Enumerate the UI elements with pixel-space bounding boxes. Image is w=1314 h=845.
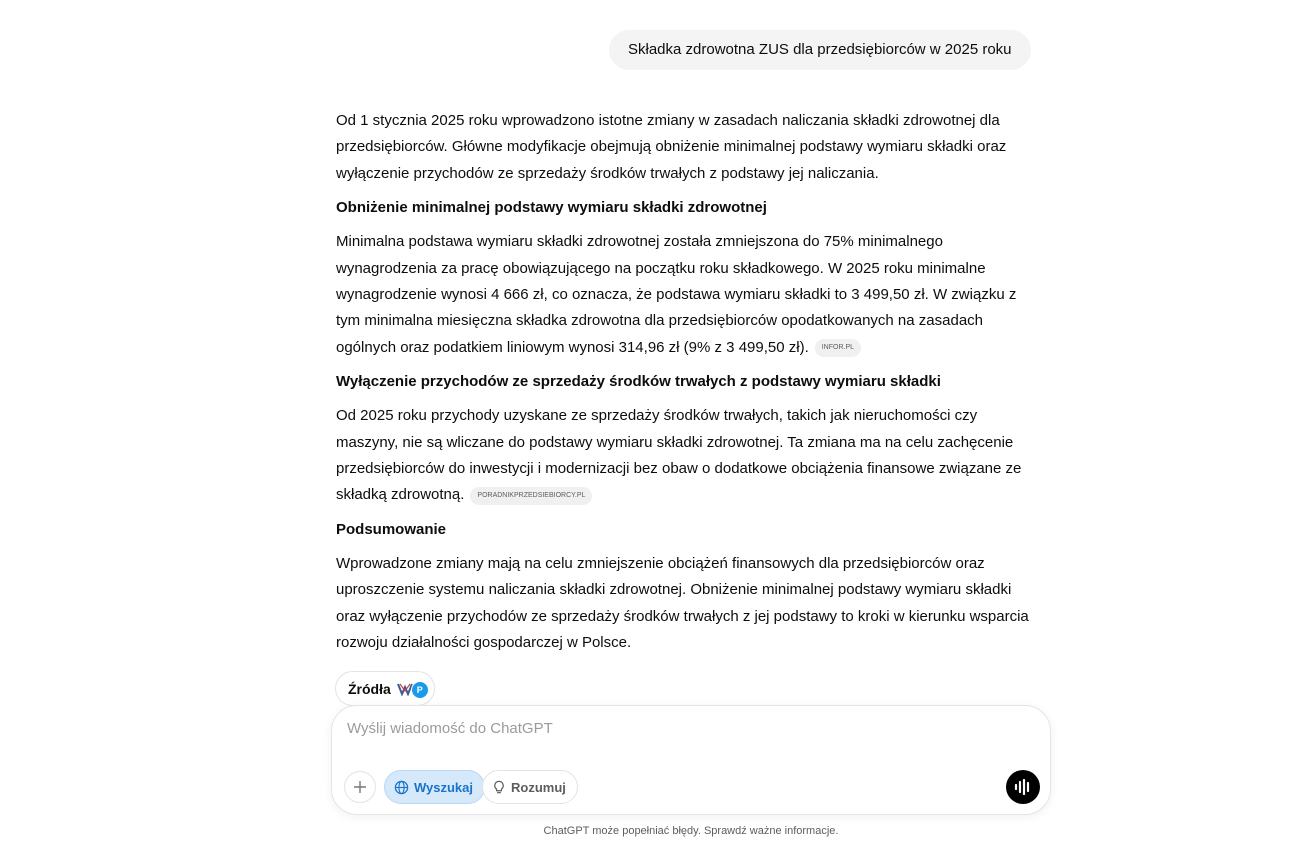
citation-poradnik[interactable]: PORADNIKPRZEDSIEBIORCY.PL (470, 487, 592, 505)
section2-heading: Wyłączenie przychodów ze sprzedaży środków trwałych z podstawy wymiaru składki (336, 373, 941, 391)
sources-label: Źródła (348, 680, 391, 697)
section1-paragraph: Minimalna podstawa wymiaru składki zdrowotnej została zmniejszona do 75% minimalnego wynagrodzenia za pracę obowiązującego na początku roku składkowego. W 2025 roku minimalne wynagrodzenie wynosi 4 666 zł, co oznacza, że podstawa wymiaru składki to 3 499,50 zł. W związku z tym minimalna miesięczna składka zdrowotna dla przedsiębiorców opodatkowanych na zasadach ogólnych oraz podatkiem liniowym wynosi 314,96 zł (9% z 3 499,50 zł). INFOR.PL (336, 233, 1017, 356)
reason-button-label: Rozumuj (511, 779, 566, 795)
attach-button[interactable] (344, 771, 376, 803)
message-composer (331, 705, 1051, 815)
message-input[interactable] (347, 720, 1027, 737)
section3-heading: Podsumowanie (336, 520, 447, 538)
search-button-label: Wyszukaj (414, 779, 474, 795)
sources-icons (397, 680, 429, 698)
citation-infor[interactable]: INFOR.PL (815, 339, 861, 357)
answer-intro: Od 1 stycznia 2025 roku wprowadzono istotne zmiany w zasadach naliczania składki zdrowotnej dla przedsiębiorców. Główne modyfikacje obejmują obniżenie minimalnej podstawy wymiaru składki oraz wyłączenie przychodów ze sprzedaży środków trwałych z podstawy jej naliczania. (336, 112, 1007, 182)
disclaimer-text: ChatGPT może popełniać błędy. Sprawdź ważne informacje. (543, 825, 839, 837)
reason-button[interactable] (482, 770, 578, 804)
section1-heading: Obniżenie minimalnej podstawy wymiaru składki zdrowotnej (336, 199, 767, 217)
search-button[interactable] (384, 770, 485, 804)
plus-icon (353, 780, 367, 794)
assistant-answer (336, 108, 1036, 665)
poradnik-logo-icon: P (411, 681, 429, 699)
voice-mode-button[interactable] (1006, 770, 1040, 804)
globe-icon (394, 780, 409, 795)
section2-paragraph: Od 2025 roku przychody uzyskane ze sprzedaży środków trwałych, takich jak nieruchomości czy maszyny, nie są wliczane do podstawy wymiaru składki zdrowotnej. Ta zmiana ma na celu zachęcenie przedsiębiorców do inwestycji i modernizacji bez obaw o dodatkowe obciążenia finansowe związane ze składką zdrowotną. PORADNIKPRZEDSIEBIORCY.PL (336, 407, 1022, 504)
audio-waveform-icon (1014, 779, 1032, 795)
section3-paragraph: Wprowadzone zmiany mają na celu zmniejszenie obciążeń finansowych dla przedsiębiorców oraz uproszczenie systemu naliczania składki zdrowotnej. Obniżenie minimalnej podstawy wymiaru składki oraz wyłączenie przychodów ze sprzedaży środków trwałych z jej podstawy to kroki w kierunku wsparcia rozwoju działalności gospodarczej w Polsce. (336, 554, 1029, 652)
user-message-bubble: Składka zdrowotna ZUS dla przedsiębiorców w 2025 roku (609, 30, 1031, 70)
sources-button[interactable] (335, 671, 435, 706)
lightbulb-icon (492, 780, 506, 795)
